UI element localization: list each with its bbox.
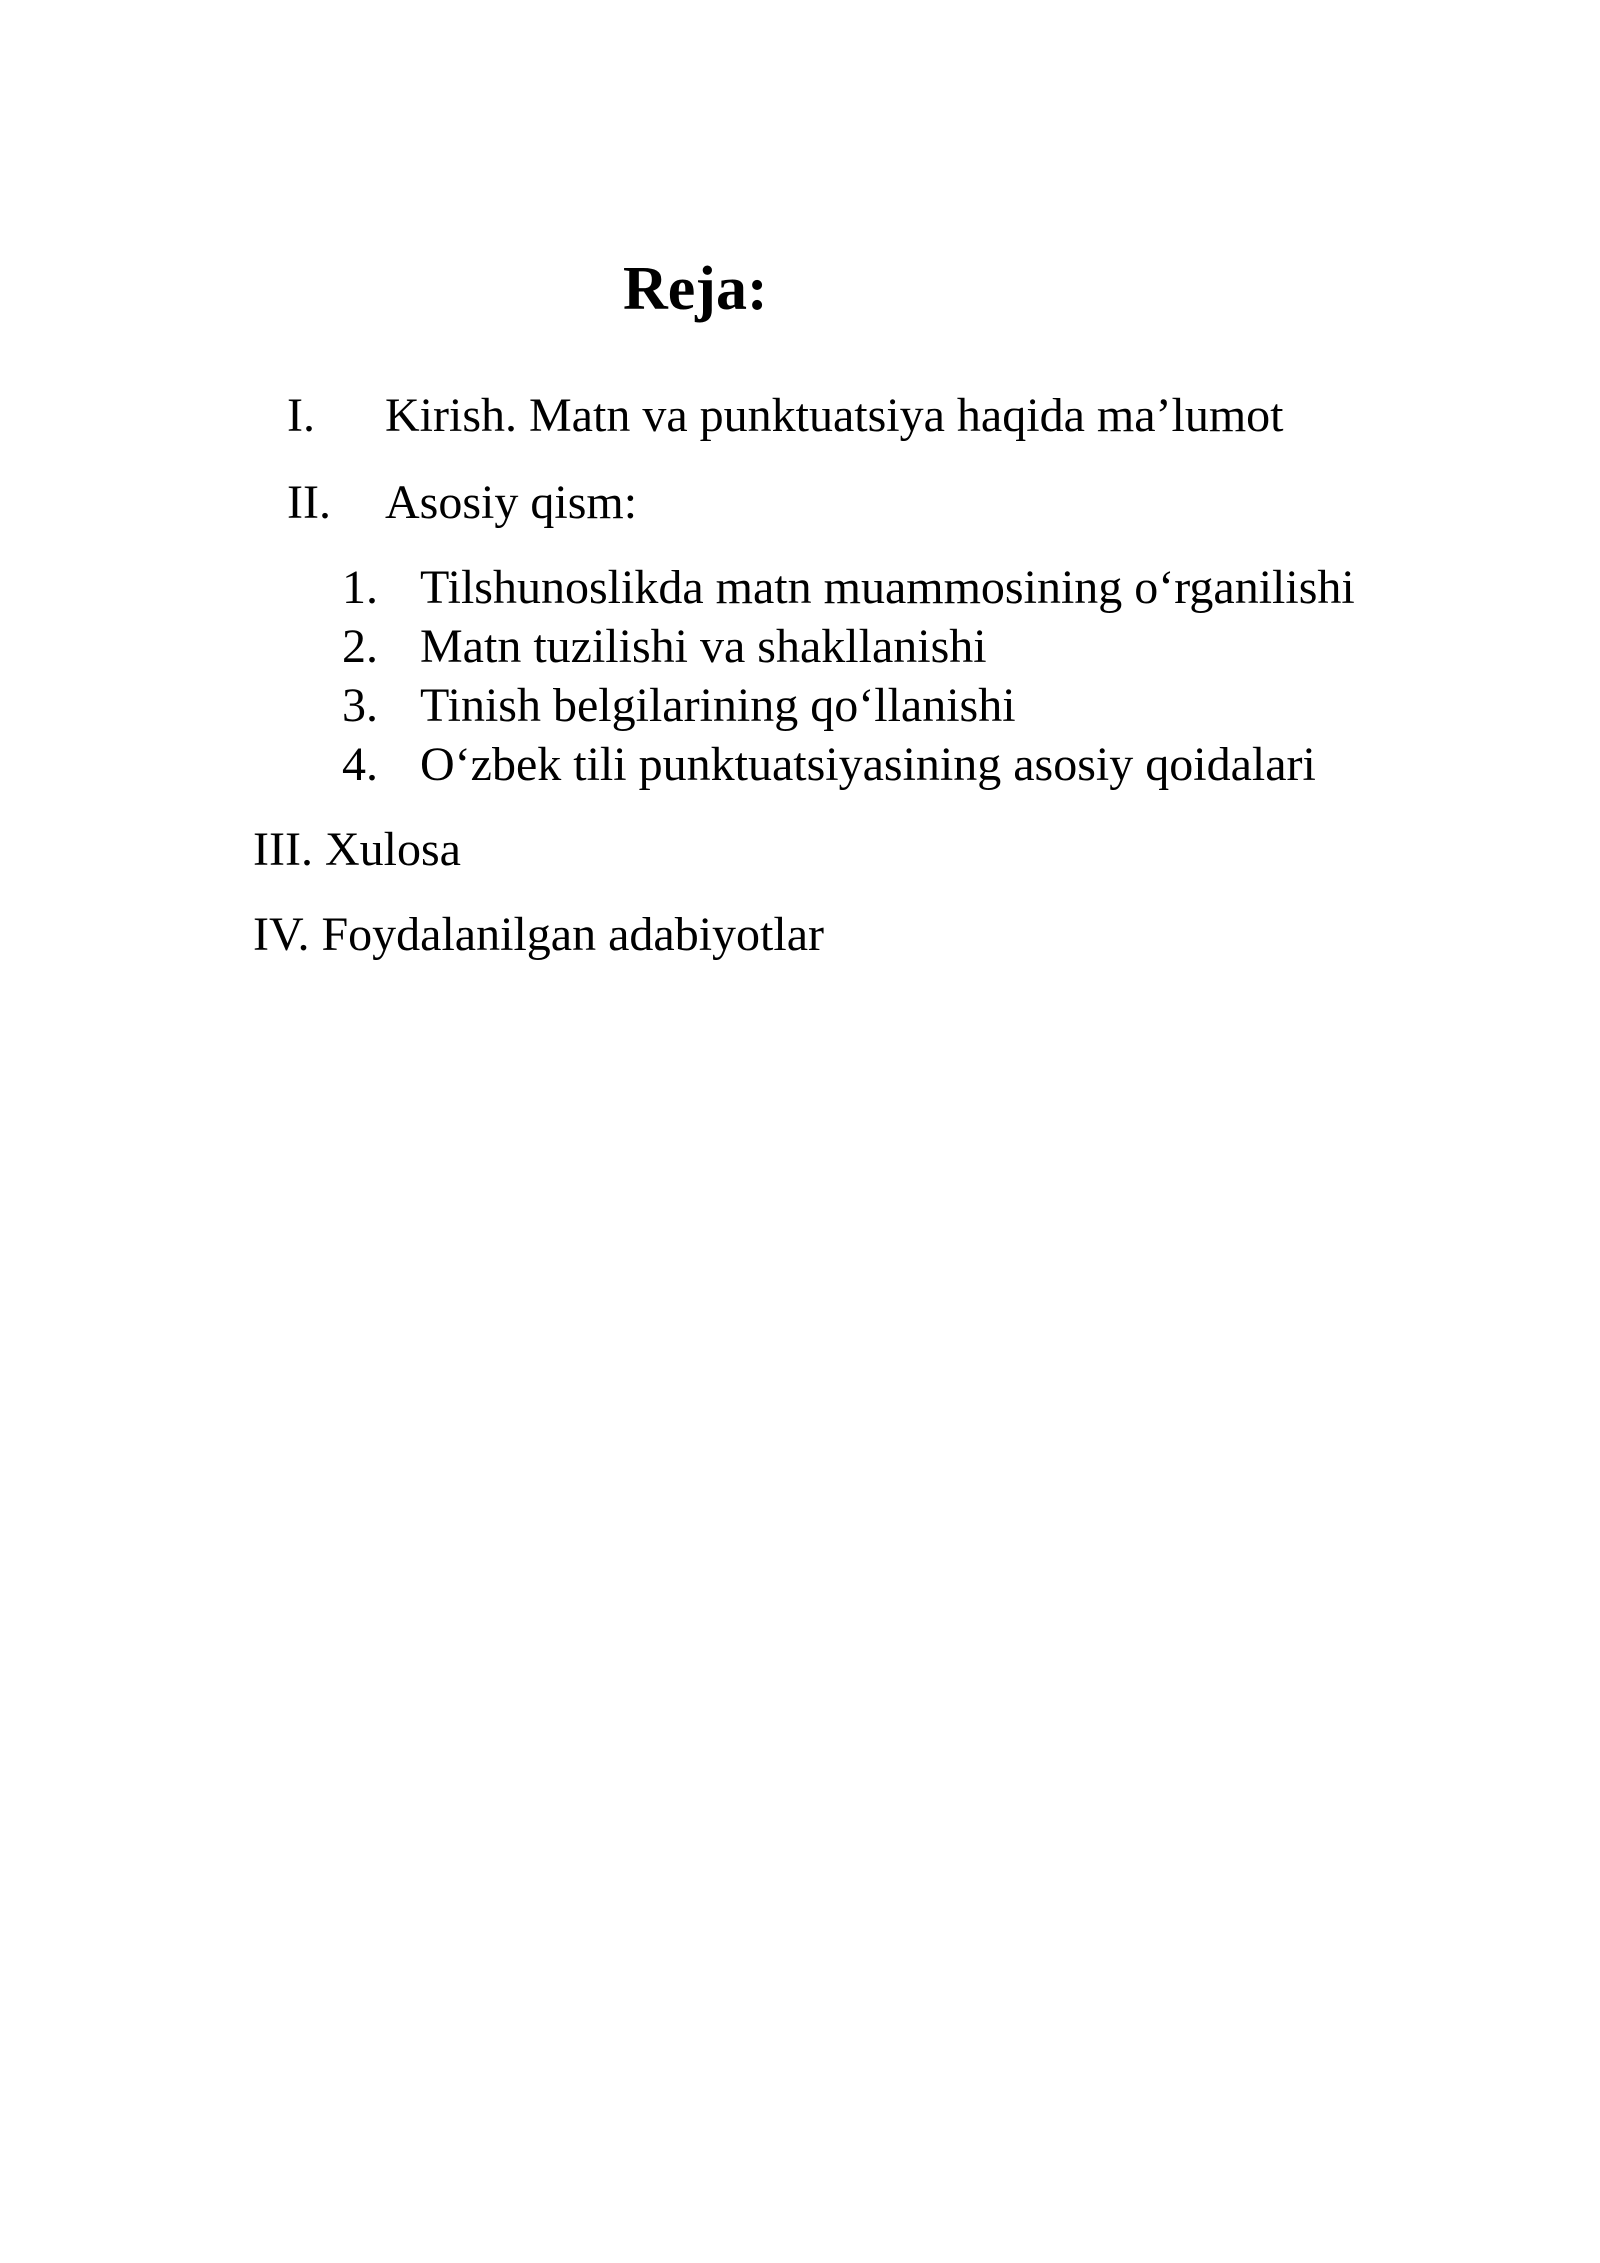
outline-item-3: III. Xulosa [253,823,461,876]
outline-subitem-number: 4. [342,738,378,791]
outline-subitem-text: Tinish belgilarining qo‘llanishi [420,679,1016,732]
outline-subitem-text: O‘zbek tili punktuatsiyasining asosiy qoidalari [420,738,1316,791]
page-title: Reja: [623,255,768,323]
outline-subitem-number: 3. [342,679,378,732]
outline-item-number: II. [287,476,331,529]
outline-item-text: Asosiy qism: [385,476,638,529]
outline-subitem-number: 2. [342,620,378,673]
outline-subitem-number: 1. [342,561,378,614]
outline-item-4: IV. Foydalanilgan adabiyotlar [253,908,824,961]
outline-item-number: I. [287,389,315,442]
outline-subitem-text: Tilshunoslikda matn muammosining o‘rganilishi [420,561,1355,614]
outline-item-text: Kirish. Matn va punktuatsiya haqida ma’lumot [385,389,1284,442]
outline-subitem-text: Matn tuzilishi va shakllanishi [420,620,987,673]
